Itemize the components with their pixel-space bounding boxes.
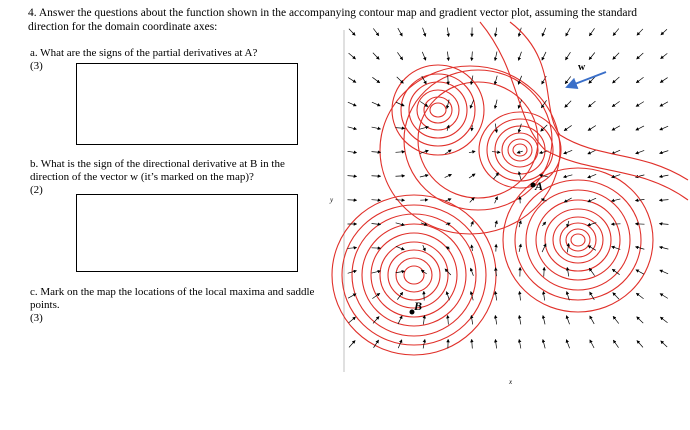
y-axis-label: y <box>330 196 334 204</box>
question-intro: 4. Answer the questions about the function shown in the accompanying contour map and gradient vector plot, assuming the standard direction for the domain coordinate axes: <box>28 7 638 33</box>
question-a-text: a. What are the signs of the partial derivatives at A? <box>30 47 258 59</box>
point-b-label: B <box>414 299 423 313</box>
question-c-points: (3) <box>30 312 43 324</box>
question-b-points: (2) <box>30 184 43 196</box>
question-b-text: b. What is the sign of the directional derivative at B in the direction of the vector w (it’s marked on the map)? <box>30 158 285 183</box>
point-a-label: A <box>535 179 544 193</box>
x-axis-label: x <box>509 378 513 386</box>
question-c-text: c. Mark on the map the locations of the local maxima and saddle points. <box>30 286 315 311</box>
question-a-points: (3) <box>30 60 43 72</box>
vector-w-label: w <box>578 62 586 73</box>
